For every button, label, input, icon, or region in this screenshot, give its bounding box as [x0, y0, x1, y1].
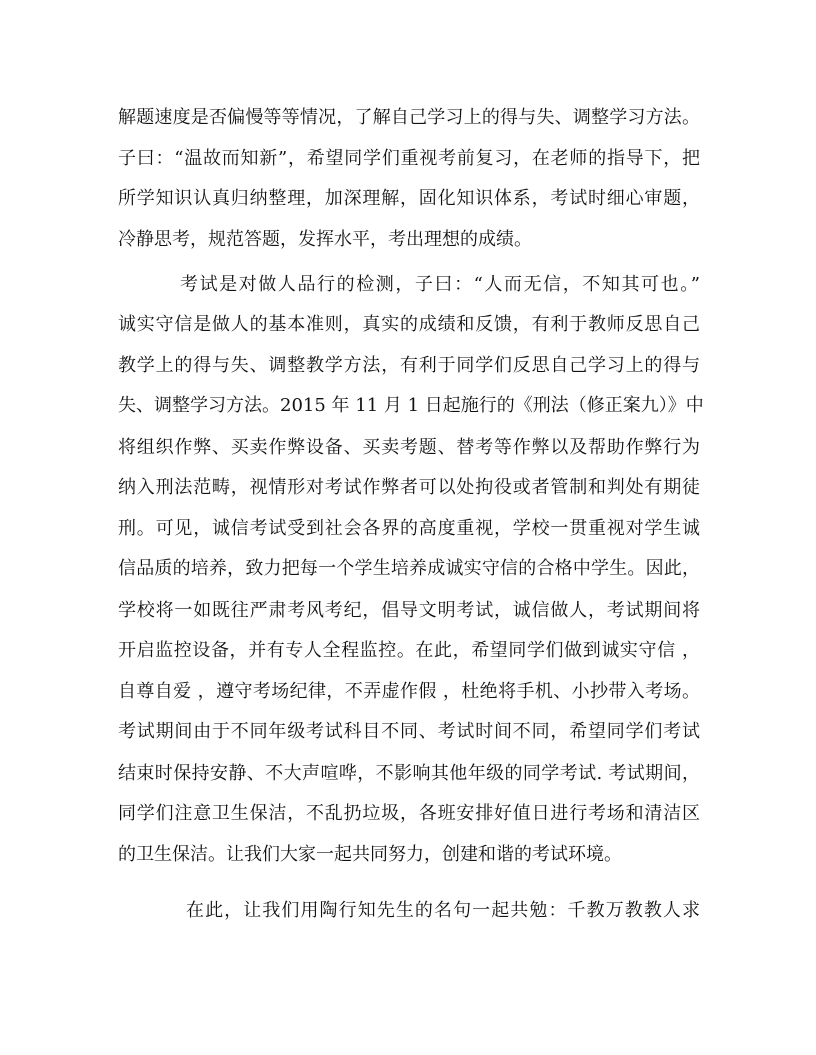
paragraph-2-line-12: 考试期间由于不同年级考试科目不同、考试时间不同，希望同学们考试	[118, 721, 700, 742]
paragraph-1-line-2: 子曰：“温故而知新”，希望同学们重视考前复习，在老师的指导下，把	[118, 148, 700, 169]
paragraph-1-line-4: 冷静思考，规范答题，发挥水平，考出理想的成绩。	[118, 229, 532, 250]
paragraph-2-line-1: 考试是对做人品行的检测，子曰：“人而无信，不知其可也。”	[180, 274, 700, 295]
paragraph-2-line-11: 自尊自爱 ，遵守考场纪律，不弄虚作假 ，杜绝将手机、小抄带入考场。	[118, 681, 700, 702]
paragraph-2-line-13: 结束时保持安静、不大声喧哗，不影响其他年级的同学考试. 考试期间，	[118, 763, 700, 784]
paragraph-2-line-7: 刑。可见，诚信考试受到社会各界的高度重视，学校一贯重视对学生诚	[118, 518, 700, 539]
paragraph-2-line-14: 同学们注意卫生保洁，不乱扔垃圾，各班安排好值日进行考场和清洁区	[118, 803, 700, 824]
paragraph-2-line-8: 信品质的培养，致力把每一个学生培养成诚实守信的合格中学生。因此，	[118, 558, 700, 579]
paragraph-2-line-6: 纳入刑法范畴，视情形对考试作弊者可以处拘役或者管制和判处有期徒	[118, 477, 700, 498]
paragraph-3-line-1: 在此，让我们用陶行知先生的名句一起共勉：千教万教教人求	[186, 900, 700, 921]
paragraph-2-line-2: 诚实守信是做人的基本准则，真实的成绩和反馈，有利于教师反思自己	[118, 314, 700, 335]
paragraph-2-line-15: 的卫生保洁。让我们大家一起共同努力，创建和谐的考试环境。	[118, 844, 622, 865]
paragraph-1-line-3: 所学知识认真归纳整理，加深理解，固化知识体系，考试时细心审题，	[118, 188, 700, 209]
paragraph-2-line-10: 开启监控设备，并有专人全程监控。在此，希望同学们做到诚实守信 ，	[118, 640, 700, 661]
paragraph-2-line-5: 将组织作弊、买卖作弊设备、买卖考题、替考等作弊以及帮助作弊行为	[118, 437, 700, 458]
paragraph-2-line-9: 学校将一如既往严肃考风考纪，倡导文明考试，诚信做人，考试期间将	[118, 600, 700, 621]
paragraph-2-line-4: 失、调整学习方法。2015 年 11 月 1 日起施行的《刑法（修正案九）》中	[118, 395, 704, 416]
paragraph-2-line-3: 教学上的得与失、调整教学方法，有利于同学们反思自己学习上的得与	[118, 355, 700, 376]
paragraph-1-line-1: 解题速度是否偏慢等等情况，了解自己学习上的得与失、调整学习方法。	[118, 107, 700, 128]
